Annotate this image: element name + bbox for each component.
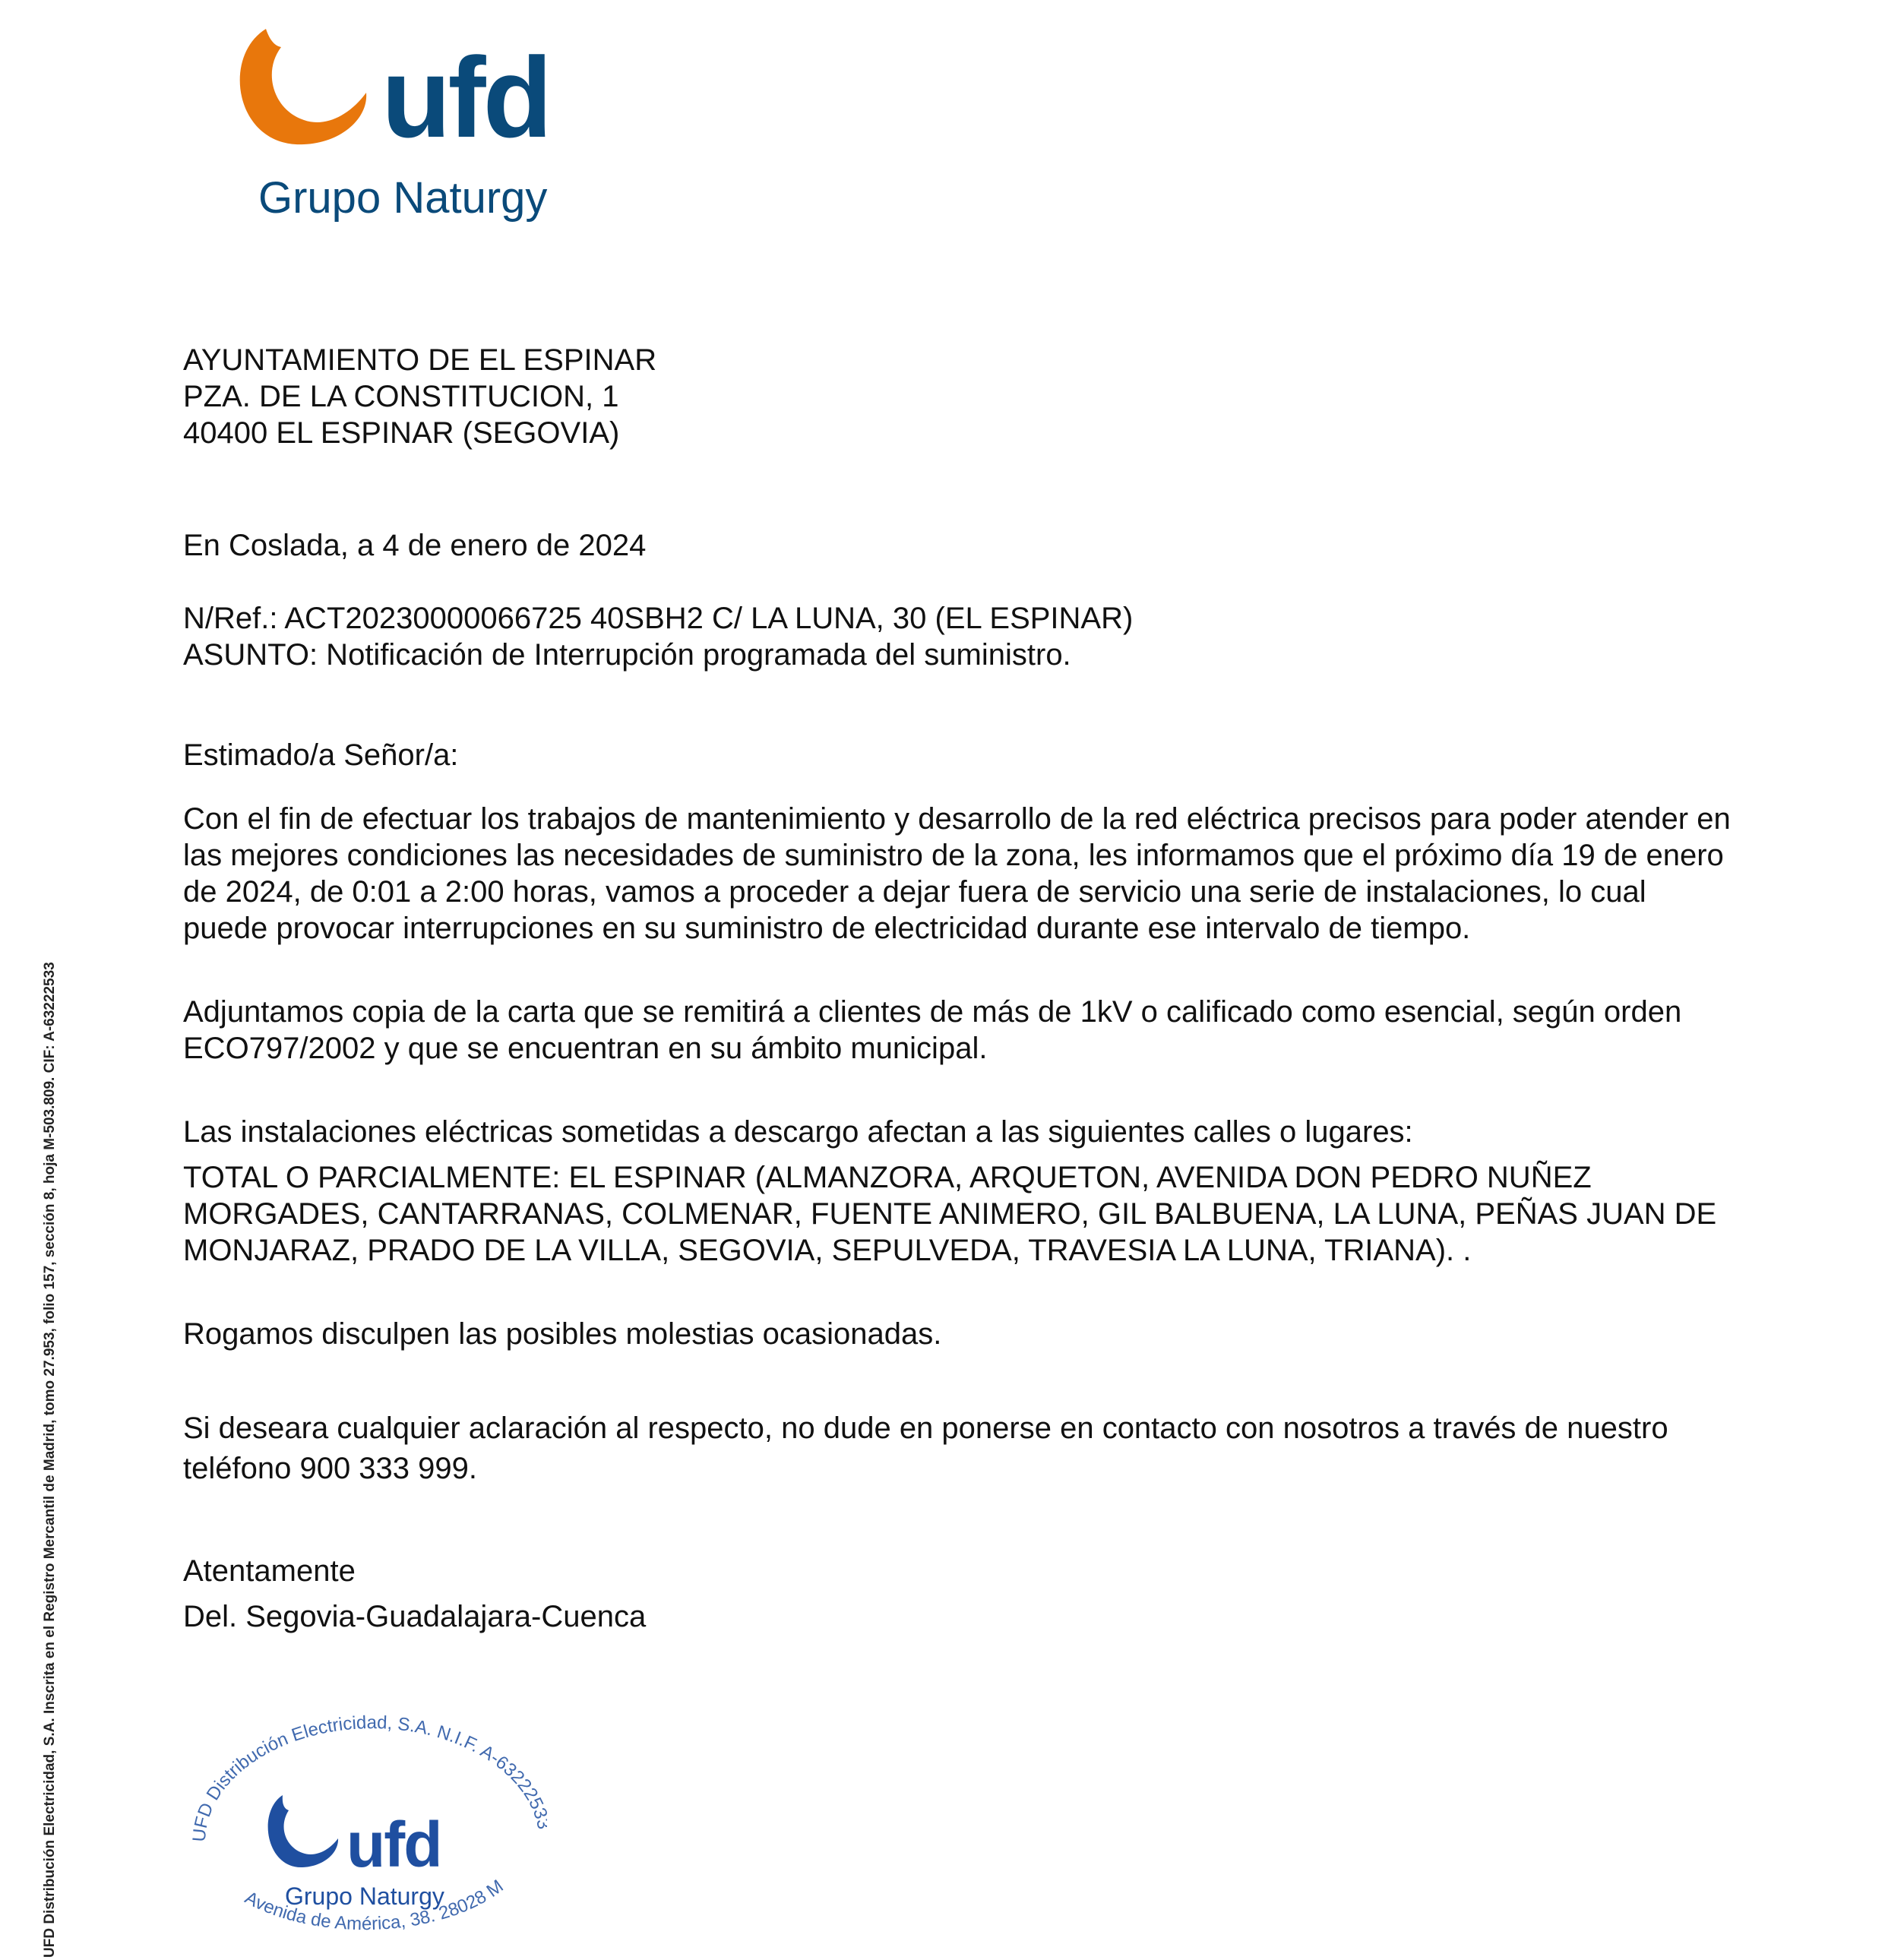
closing: Atentamente [183, 1554, 356, 1588]
paragraph-apology: Rogamos disculpen las posibles molestias ocasionadas. [183, 1317, 942, 1351]
recipient-line: PZA. DE LA CONSTITUCION, 1 [183, 380, 619, 413]
ufd-logo [236, 15, 593, 228]
reference-block [183, 600, 1733, 673]
paragraph-affected-intro: Las instalaciones eléctricas sometidas a descargo afectan a las siguientes calles o lugares: [183, 1115, 1413, 1149]
stamp-bottom-arc-text: Avenida de América, 38. 28028 M [241, 1876, 508, 1935]
subject-line: ASUNTO: Notificación de Interrupción programada del suministro. [183, 638, 1071, 672]
paragraph-notice: Con el fin de efectuar los trabajos de mantenimiento y desarrollo de la red eléctrica precisos para poder atender en las mejores condiciones las necesidades de suministro de la zona, les informamos que el próximo día 19 de enero de 2024, de 0:01 a 2:00 horas, vamos a proceder a dejar fuera de servicio una serie de instalaciones, lo cual puede provocar interrupciones en su suministro de electricidad durante ese intervalo de tiempo. [183, 802, 1731, 945]
paragraph-contact: Si deseara cualquier aclaración al respecto, no dude en ponerse en contacto con nosotros a través de nuestro teléfono 900 333 999. [183, 1412, 1668, 1485]
reference-line: N/Ref.: ACT20230000066725 40SBH2 C/ LA LUNA, 30 (EL ESPINAR) [183, 602, 1134, 635]
paragraph-affected-streets: TOTAL O PARCIALMENTE: EL ESPINAR (ALMANZORA, ARQUETON, AVENIDA DON PEDRO NUÑEZ MORGADES, CANTARRANAS, COLMENAR, FUENTE ANIMERO, GIL BALBUENA, LA LUNA, PEÑAS JUAN DE MONJARAZ, PRADO DE LA VILLA, SEGOVIA, SEPULVEDA, TRAVESIA LA LUNA, TRIANA). . [183, 1161, 1717, 1267]
logo-brand-text: ufd [381, 33, 550, 161]
recipient-line: 40400 EL ESPINAR (SEGOVIA) [183, 416, 620, 450]
letter-body [183, 342, 1733, 1639]
logo-group-text: Grupo Naturgy [258, 173, 548, 223]
paragraph-attachment: Adjuntamos copia de la carta que se remitirá a clientes de más de 1kV o calificado como esencial, según orden ECO797/2002 y que se encuentran en su ámbito municipal. [183, 995, 1682, 1065]
stamp-top-arc-text: UFD Distribución Electricidad, S.A. N.I.F. A-632225 [188, 1713, 547, 1843]
recipient-address [183, 342, 1733, 451]
recipient-line: AYUNTAMIENTO DE EL ESPINAR [183, 343, 657, 377]
date-line: En Coslada, a 4 de enero de 2024 [183, 529, 647, 562]
stamp-group-text: Grupo Naturgy [285, 1883, 444, 1910]
signature-department: Del. Segovia-Guadalajara-Cuenca [183, 1600, 647, 1633]
ufd-crescent-icon [240, 29, 366, 144]
stamp-crescent-icon [268, 1795, 338, 1867]
greeting: Estimado/a Señor/a: [183, 738, 459, 772]
company-stamp [182, 1713, 547, 1956]
stamp-brand-text: ufd [346, 1809, 441, 1880]
legal-sidebar-text: UFD Distribución Electricidad, S.A. Inscrita en el Registro Mercantil de Madrid, tomo 27.953, folio 157, sección 8, hoja M-503.809. CIF: A-63222533 [42, 962, 58, 1958]
